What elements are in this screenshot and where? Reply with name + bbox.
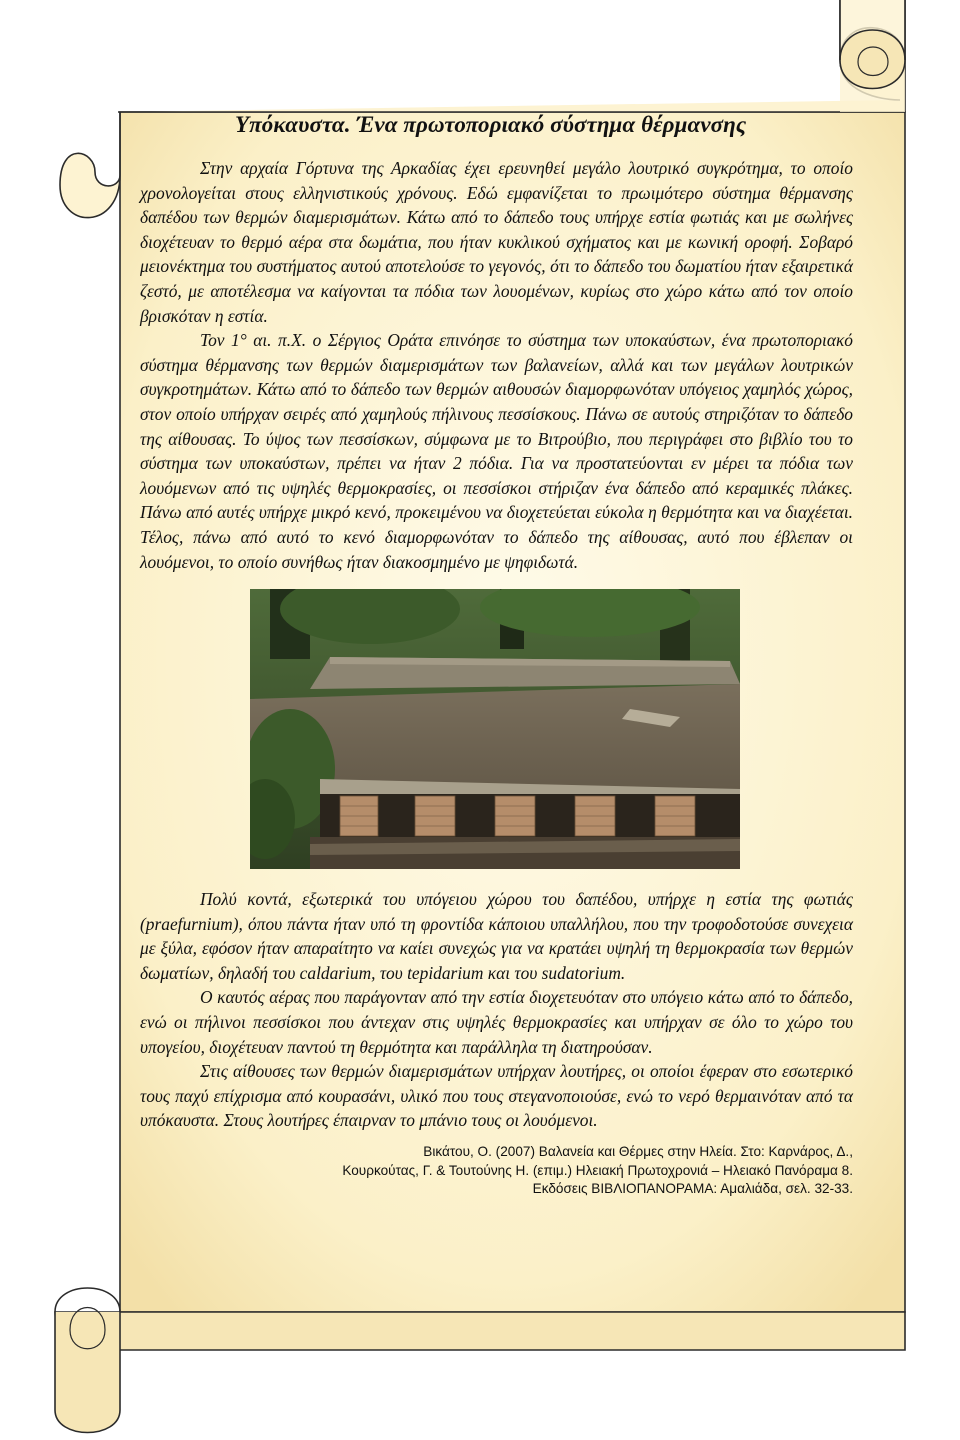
paragraph-2: Τον 1° αι. π.Χ. ο Σέργιος Οράτα επινόησε το σύστημα των υποκαύστων, ένα πρωτοποριακό σύστημα θέρμανσης των θερμών διαμερισμάτων των βαλανείων, αλλά και των μεγάλων λουτρικών συγκροτημάτων. Κάτω από το δάπεδο των θερμών αιθουσών διαμορφωνόταν υπόγειος χαμηλός χώρος, στον οποίο υπήρχαν σειρές από χαμηλούς πήλινους πεσσίσκους. Πάνω σε αυτούς στηριζόταν το δάπεδο της αίθουσας. Το ύψος των πεσσίσκων, σύμφωνα με το Βιτρούβιο, που περιγράφει στο βιβλίο του το σύστημα των υποκαύστων, πρέπει να ήταν 2 πόδια. Για να προστατεύονται εν μέρει τα πόδια των λουόμενων από τις υψηλές θερμοκρασίες, οι πεσσίσκοι στήριζαν ένα δάπεδο από κεραμικές πλάκες. Πάνω από αυτές υπήρχε μικρό κενό, προκειμένου να διοχετεύεται εύκολα η θερμότητα και να διαχέεται. Τέλος, πάνω από αυτό το κενό διαμορφωνόταν το δάπεδο της αίθουσας, αυτό που έβλεπαν οι λουόμενοι, το οποίο συνήθως ήταν διακοσμημένο με ψηφιδωτά.: [140, 330, 853, 572]
bibliographic-reference: [140, 1143, 853, 1199]
page-title: Υπόκαυστα. Ένα πρωτοποριακό σύστημα θέρμανσης: [235, 112, 747, 137]
paragraph-4: Ο καυτός αέρας που παράγονταν από την εστία διοχετευόταν στο υπόγειο κάτω από το δάπεδο, ενώ οι πήλινοι πεσσίσκοι που άντεχαν στις υψηλές θερμοκρασίες και υπήρχαν σε όλο το χώρο του υπογείου, διοχέτευαν παντού τη θερμότητα και παράλληλα τη διατηρούσαν.: [140, 987, 853, 1057]
reference-line: Εκδόσεις ΒΙΒΛΙΟΠΑΝΟΡΑΜΑ: Αμαλιάδα, σελ. 32-33.: [532, 1181, 853, 1197]
scroll-left-curl: [60, 112, 120, 218]
paragraph-5: Στις αίθουσες των θερμών διαμερισμάτων υπήρχαν λουτήρες, οι οποίοι έφεραν στο εσωτερικό τους παχύ επίχρισμα από κουρασάνι, υλικό που τους στεγανοποιούσε, ενώ το νερό θερμαινόταν από τα υπόκαυστα. Στους λουτήρες έπαιρναν το μπάνιο τους οι λουόμενοι.: [140, 1061, 853, 1131]
reference-line: Βικάτου, Ο. (2007) Βαλανεία και Θέρμες στην Ηλεία. Στο: Καρνάρος, Δ.,: [423, 1144, 853, 1160]
scroll-top-roll: [118, 28, 905, 112]
hypocaust-ruins-photo: [250, 589, 740, 869]
article: [140, 112, 853, 1199]
reference-line: Κουρκούτας, Γ. & Τουτούνης Η. (επιμ.) Ηλειακή Πρωτοχρονιά – Ηλειακό Πανόραμα 8.: [342, 1162, 853, 1178]
paragraph-1: Στην αρχαία Γόρτυνα της Αρκαδίας έχει ερευνηθεί μεγάλο λουτρικό συγκρότημα, το οποίο χρονολογείται στους ελληνιστικούς χρόνους. Εδώ εμφανίζεται το πρωιμότερο σύστημα θέρμανσης δαπέδου των θερμών διαμερισμάτων. Κάτω από το δάπεδο τους υπήρχε εστία φωτιάς και με σωλήνες διοχέτευαν το θερμό αέρα στα δωμάτια, που ήταν κυκλικού σχήματος και με κωνική οροφή. Σοβαρό μειονέκτημα του συστήματος αυτού αποτελούσε το γεγονός, ότι το δάπεδο του δωματίου ήταν εξαιρετικά ζεστό, με αποτέλεσμα να καίγονται τα πόδια των λουομένων, κυρίως στο χώρο κάτω από τον οποίο βρισκόταν η εστία.: [140, 158, 853, 326]
scroll-bottom-roll: [55, 1312, 905, 1350]
paragraph-3: Πολύ κοντά, εξωτερικά του υπόγειου χώρου του δαπέδου, υπήρχε η εστία της φωτιάς (praefurnium), όπου πάντα ήταν υπό τη φροντίδα κάποιου υπαλλήλου, που την τροφοδοτούσε συνεχεια με ξύλα, εφόσον ήταν απαραίτητο να καίει συνεχώς για να κρατάει υψηλή τη θερμοκρασία των θερμών δωματίων, δηλαδή του caldarium, του tepidarium και του sudatorium.: [140, 889, 853, 983]
